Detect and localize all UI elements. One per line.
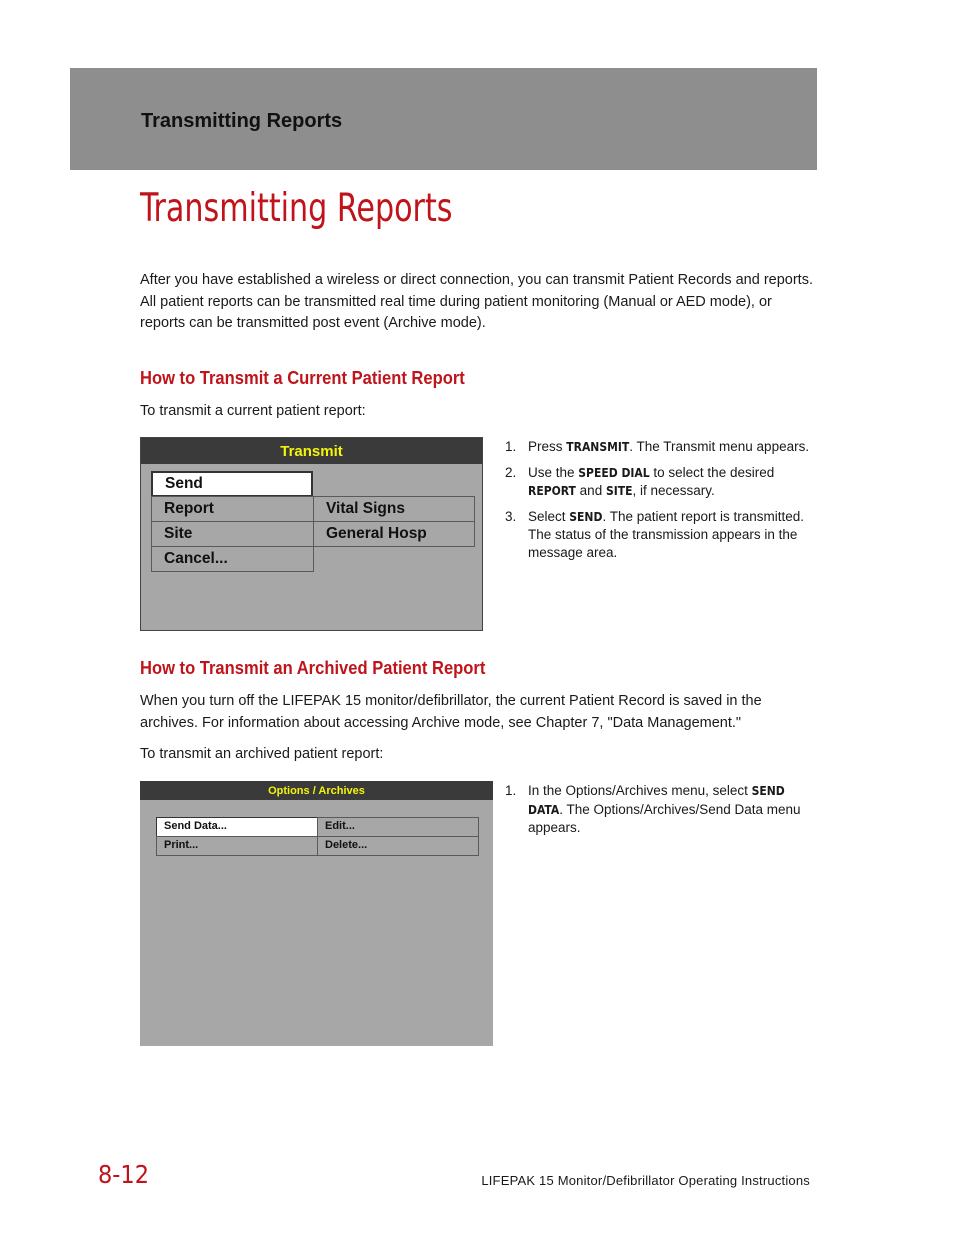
header-title: Transmitting Reports xyxy=(141,110,343,132)
transmit-menu-title: Transmit xyxy=(141,438,482,464)
step-item: 2. Use the SPEED DIAL to select the desired REPORT and SITE, if necessary. xyxy=(505,464,775,498)
step-item: 1. In the Options/Archives menu, select SEND DATA. The Options/Archives/Send Data menu appears. xyxy=(505,783,801,835)
menu-value-report: Vital Signs xyxy=(313,496,475,522)
footer-document-title: LIFEPAK 15 Monitor/Defibrillator Operating Instructions xyxy=(481,1173,810,1188)
options-archives-screen xyxy=(140,781,493,1046)
options-archives-title: Options / Archives xyxy=(140,781,493,800)
step-item: 1. Press TRANSMIT. The Transmit menu appears. xyxy=(505,439,810,454)
section2-lead: To transmit an archived patient report: xyxy=(140,746,384,762)
menu-item-delete[interactable]: Delete... xyxy=(317,836,479,856)
step-item: 3. Select SEND. The patient report is transmitted. The status of the transmission appears in the message area. xyxy=(505,508,805,560)
menu-item-report[interactable]: Report xyxy=(151,496,314,522)
menu-item-edit[interactable]: Edit... xyxy=(317,817,479,837)
section1-steps xyxy=(505,438,815,568)
intro-paragraph: After you have established a wireless or direct connection, you can transmit Patient Records and reports. All patient reports can be transmitted real time during patient monitoring (Manual or AED mode), or reports can be transmitted post event (Archive mode). xyxy=(140,272,813,331)
section-heading-archived-report: How to Transmit an Archived Patient Report xyxy=(140,658,486,678)
page-number: 8-12 xyxy=(98,1160,150,1189)
menu-item-send[interactable]: Send xyxy=(151,471,313,497)
menu-value-site: General Hosp xyxy=(313,521,475,547)
menu-item-print[interactable]: Print... xyxy=(156,836,318,856)
menu-item-site[interactable]: Site xyxy=(151,521,314,547)
section2-steps xyxy=(505,782,810,844)
header-band xyxy=(70,68,817,170)
section1-lead: To transmit a current patient report: xyxy=(140,403,366,419)
section2-paragraph: When you turn off the LIFEPAK 15 monitor/defibrillator, the current Patient Record is saved in the archives. For information about accessing Archive mode, see Chapter 7, "Data Management." xyxy=(140,693,762,731)
transmit-menu-screen xyxy=(140,437,483,631)
section-heading-current-report: How to Transmit a Current Patient Report xyxy=(140,368,465,388)
menu-item-send-data[interactable]: Send Data... xyxy=(156,817,318,837)
menu-item-cancel[interactable]: Cancel... xyxy=(151,546,314,572)
page-title: Transmitting Reports xyxy=(140,186,453,231)
